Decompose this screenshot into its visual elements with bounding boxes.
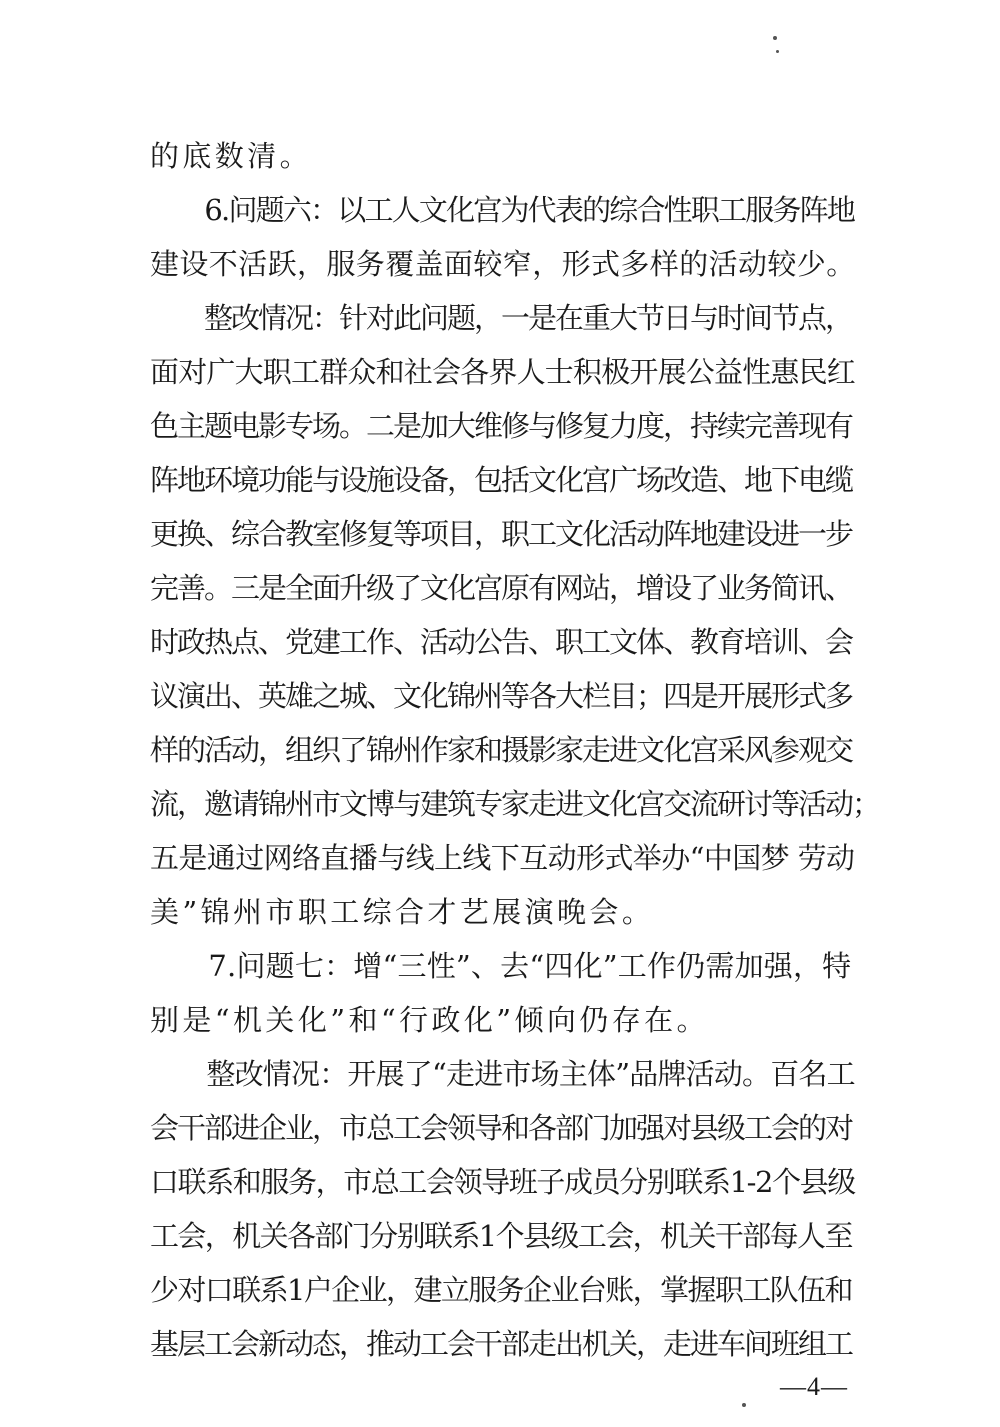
body-line: 会干部进企业，市总工会领导和各部门加强对县级工会的对 [150, 1111, 853, 1145]
body-line: 基层工会新动态，推动工会干部走出机关，走进车间班组工 [150, 1327, 853, 1361]
heading-problem-7: 7.问题七：增“三性”、去“四化”工作仍需加强，特 [150, 949, 852, 983]
body-line: 的底数清。 [150, 139, 313, 173]
body-line: 更换、综合教室修复等项目，职工文化活动阵地建设进一步 [150, 517, 853, 551]
body-line: 流，邀请锦州市文博与建筑专家走进文化宫交流研讨等活动； [150, 787, 880, 821]
body-line: 工会，机关各部门分别联系1个县级工会，机关干部每人至 [150, 1219, 852, 1253]
body-line: 议演出、英雄之城、文化锦州等各大栏目；四是开展形式多 [150, 679, 853, 713]
body-line: 五是通过网络直播与线上线下互动形式举办“中国梦 劳动 [150, 841, 855, 875]
body-line: 色主题电影专场。二是加大维修与修复力度，持续完善现有 [150, 409, 853, 443]
body-line: 样的活动，组织了锦州作家和摄影家走进文化宫采风参观交 [150, 733, 853, 767]
page-number: —4— [780, 1372, 848, 1401]
body-line: 阵地环境功能与设施设备，包括文化宫广场改造、地下电缆 [150, 463, 853, 497]
body-line: 整改情况：开展了“走进市场主体”品牌活动。百名工 [150, 1057, 855, 1091]
heading-problem-6: 6.问题六：以工人文化宫为代表的综合性职工服务阵地 [150, 193, 855, 227]
body-line: 整改情况：针对此问题，一是在重大节日与时间节点， [150, 301, 853, 335]
body-line: 别是“机关化”和“行政化”倾向仍存在。 [150, 1003, 709, 1037]
body-line: 美”锦州市职工综合才艺展演晚会。 [150, 895, 655, 929]
scan-speck [776, 50, 779, 53]
scan-speck [773, 36, 777, 40]
body-line: 少对口联系1户企业，建立服务企业台账，掌握职工队伍和 [150, 1273, 852, 1307]
body-line: 面对广大职工群众和社会各界人士积极开展公益性惠民红 [150, 355, 856, 389]
scan-speck [742, 1403, 746, 1407]
body-line: 口联系和服务，市总工会领导班子成员分别联系1-2个县级 [150, 1165, 855, 1199]
body-line: 完善。三是全面升级了文化宫原有网站，增设了业务简讯、 [150, 571, 853, 605]
body-line: 建设不活跃，服务覆盖面较窄，形式多样的活动较少。 [150, 247, 856, 281]
body-line: 时政热点、党建工作、活动公告、职工文体、教育培训、会 [150, 625, 853, 659]
